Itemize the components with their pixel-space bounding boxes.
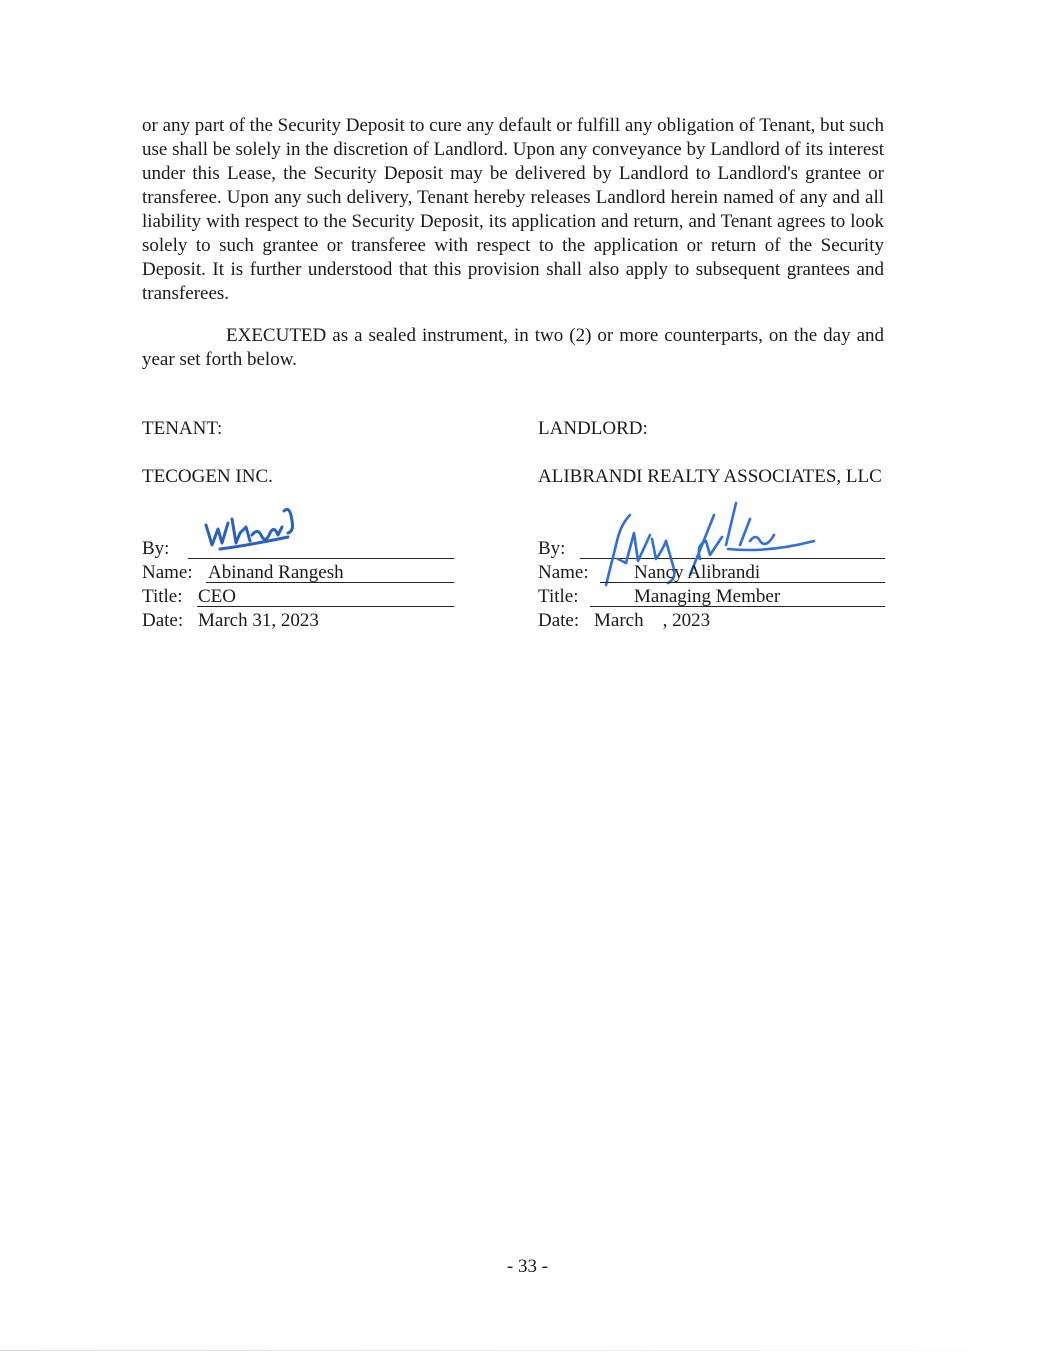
landlord-title-label: Title: bbox=[538, 586, 579, 607]
security-deposit-paragraph: or any part of the Security Deposit to cure any default or fulfill any obligation of Tenant, but such use shall be solely in the discretion of Landlord. Upon any conveyance by Landlord of its interest under this Lease, the Security Deposit may be delivered by Landlord to Landlord's grantee or transferee. Upon any such delivery, Tenant hereby releases Landlord herein named of any and all liability with respect to the Security Deposit, its application and return, and Tenant agrees to look solely to such grantee or transferee with respect to the application or return of the Security Deposit. It is further understood that this provision shall also apply to subsequent grantees and transferees. bbox=[142, 115, 884, 304]
tenant-name-row bbox=[142, 561, 454, 585]
tenant-date-value: March 31, 2023 bbox=[198, 610, 319, 631]
landlord-date-row bbox=[538, 609, 885, 633]
execution-paragraph: EXECUTED as a sealed instrument, in two (2) or more counterparts, on the day and year set forth below. bbox=[142, 325, 884, 370]
tenant-name-label: Name: bbox=[142, 562, 193, 583]
tenant-title-label: Title: bbox=[142, 586, 183, 607]
landlord-label: LANDLORD: bbox=[538, 418, 648, 439]
scan-edge-divider bbox=[0, 1350, 1055, 1351]
landlord-title-value: Managing Member bbox=[634, 586, 781, 607]
page-number: - 33 - bbox=[506, 1256, 549, 1277]
landlord-entity-name: ALIBRANDI REALTY ASSOCIATES, LLC bbox=[538, 466, 882, 487]
tenant-title-row bbox=[142, 585, 454, 609]
landlord-by-label: By: bbox=[538, 538, 566, 559]
tenant-title-value: CEO bbox=[198, 586, 236, 607]
landlord-date-label: Date: bbox=[538, 610, 580, 631]
tenant-name-value: Abinand Rangesh bbox=[208, 562, 344, 583]
tenant-date-label: Date: bbox=[142, 610, 184, 631]
landlord-name-label: Name: bbox=[538, 562, 589, 583]
tenant-label: TENANT: bbox=[142, 418, 223, 439]
landlord-name-row bbox=[538, 561, 885, 585]
tenant-signature-line bbox=[188, 558, 454, 559]
tenant-signature bbox=[200, 497, 310, 557]
landlord-date-value: March , 2023 bbox=[594, 610, 711, 631]
tenant-by-label: By: bbox=[142, 538, 170, 559]
landlord-title-row bbox=[538, 585, 885, 609]
landlord-name-value: Nancy Alibrandi bbox=[634, 562, 761, 583]
tenant-date-row bbox=[142, 609, 454, 633]
tenant-entity-name: TECOGEN INC. bbox=[142, 466, 273, 487]
